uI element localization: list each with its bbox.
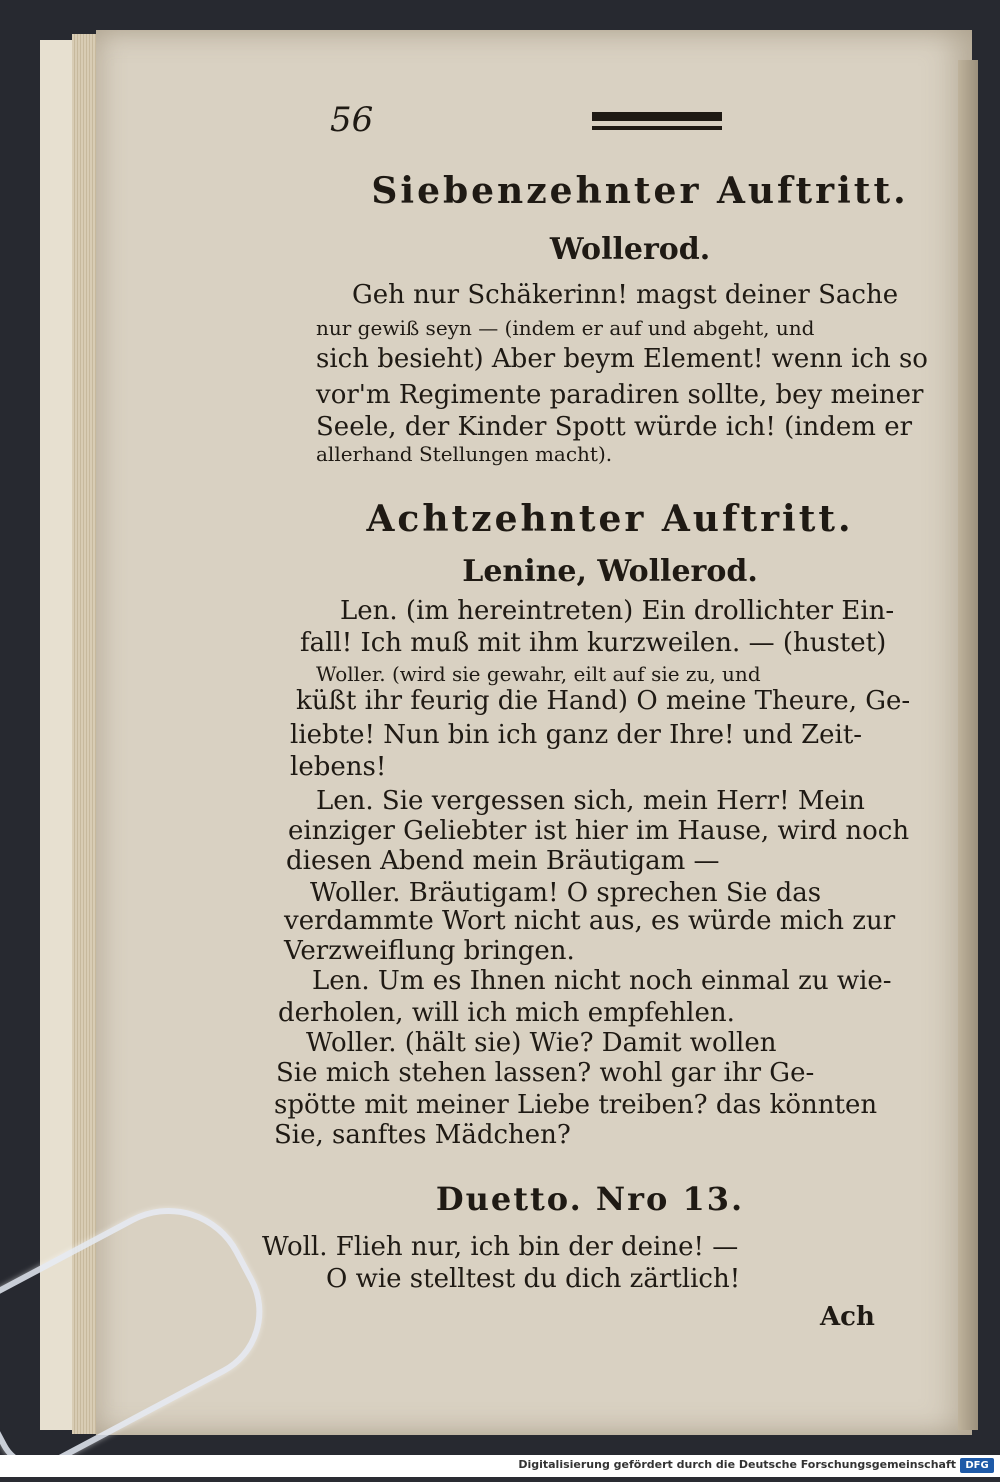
header-rule-thin <box>592 126 722 130</box>
scene-speakers-18: Lenine, Wollerod. <box>462 554 758 589</box>
text-line: Seele, der Kinder Spott würde ich! (indem er <box>316 412 913 442</box>
page-gutter-shadow <box>958 60 978 1430</box>
text-line: lebens! <box>290 752 387 782</box>
footer-credit: Digitalisierung gefördert durch die Deutsche Forschungsgemeinschaft <box>518 1458 956 1471</box>
text-line: Sie, sanftes Mädchen? <box>274 1120 571 1150</box>
text-line: liebte! Nun bin ich ganz der Ihre! und Zeit- <box>290 720 863 750</box>
text-line: verdammte Wort nicht aus, es würde mich zur <box>284 906 896 936</box>
text-line: küßt ihr feurig die Hand) O meine Theure, Ge- <box>296 686 911 716</box>
text-line: Woll. Flieh nur, ich bin der deine! — <box>262 1232 739 1262</box>
text-line: diesen Abend mein Bräutigam — <box>286 846 720 876</box>
text-line: Woller. Bräutigam! O sprechen Sie das <box>310 878 822 908</box>
text-line: O wie stelltest du dich zärtlich! <box>326 1264 741 1294</box>
scene-title-18: Achtzehnter Auftritt. <box>366 498 854 540</box>
text-line: Woller. (wird sie gewahr, eilt auf sie zu, und <box>316 662 761 686</box>
text-line: Verzweiflung bringen. <box>284 936 575 966</box>
scene-title-17: Siebenzehnter Auftritt. <box>371 170 909 212</box>
text-line: Woller. (hält sie) Wie? Damit wollen <box>306 1028 777 1058</box>
catchword: Ach <box>820 1302 875 1332</box>
text-line: spötte mit meiner Liebe treiben? das könnten <box>274 1090 878 1120</box>
text-line: Sie mich stehen lassen? wohl gar ihr Ge- <box>276 1058 815 1088</box>
header-rule-thick <box>592 112 722 121</box>
dfg-logo: DFG <box>960 1458 994 1473</box>
text-line: allerhand Stellungen macht). <box>316 442 613 466</box>
text-line: Len. Sie vergessen sich, mein Herr! Mein <box>316 786 865 816</box>
text-line: einziger Geliebter ist hier im Hause, wird noch <box>288 816 910 846</box>
duetto-heading: Duetto. Nro 13. <box>435 1180 745 1218</box>
text-line: nur gewiß seyn — (indem er auf und abgeht, und <box>316 316 815 340</box>
text-line: fall! Ich muß mit ihm kurzweilen. — (hustet) <box>300 628 887 658</box>
text-line: Len. Um es Ihnen nicht noch einmal zu wie- <box>312 966 892 996</box>
text-line: Len. (im hereintreten) Ein drollichter Ein- <box>340 596 895 626</box>
text-line: Geh nur Schäkerinn! magst deiner Sache <box>352 280 899 310</box>
scene-speaker-17: Wollerod. <box>549 232 711 267</box>
page-number: 56 <box>330 100 374 140</box>
text-line: sich besieht) Aber beym Element! wenn ich so <box>316 344 928 374</box>
text-line: derholen, will ich mich empfehlen. <box>278 998 735 1028</box>
text-line: vor'm Regimente paradiren sollte, bey meiner <box>316 380 924 410</box>
